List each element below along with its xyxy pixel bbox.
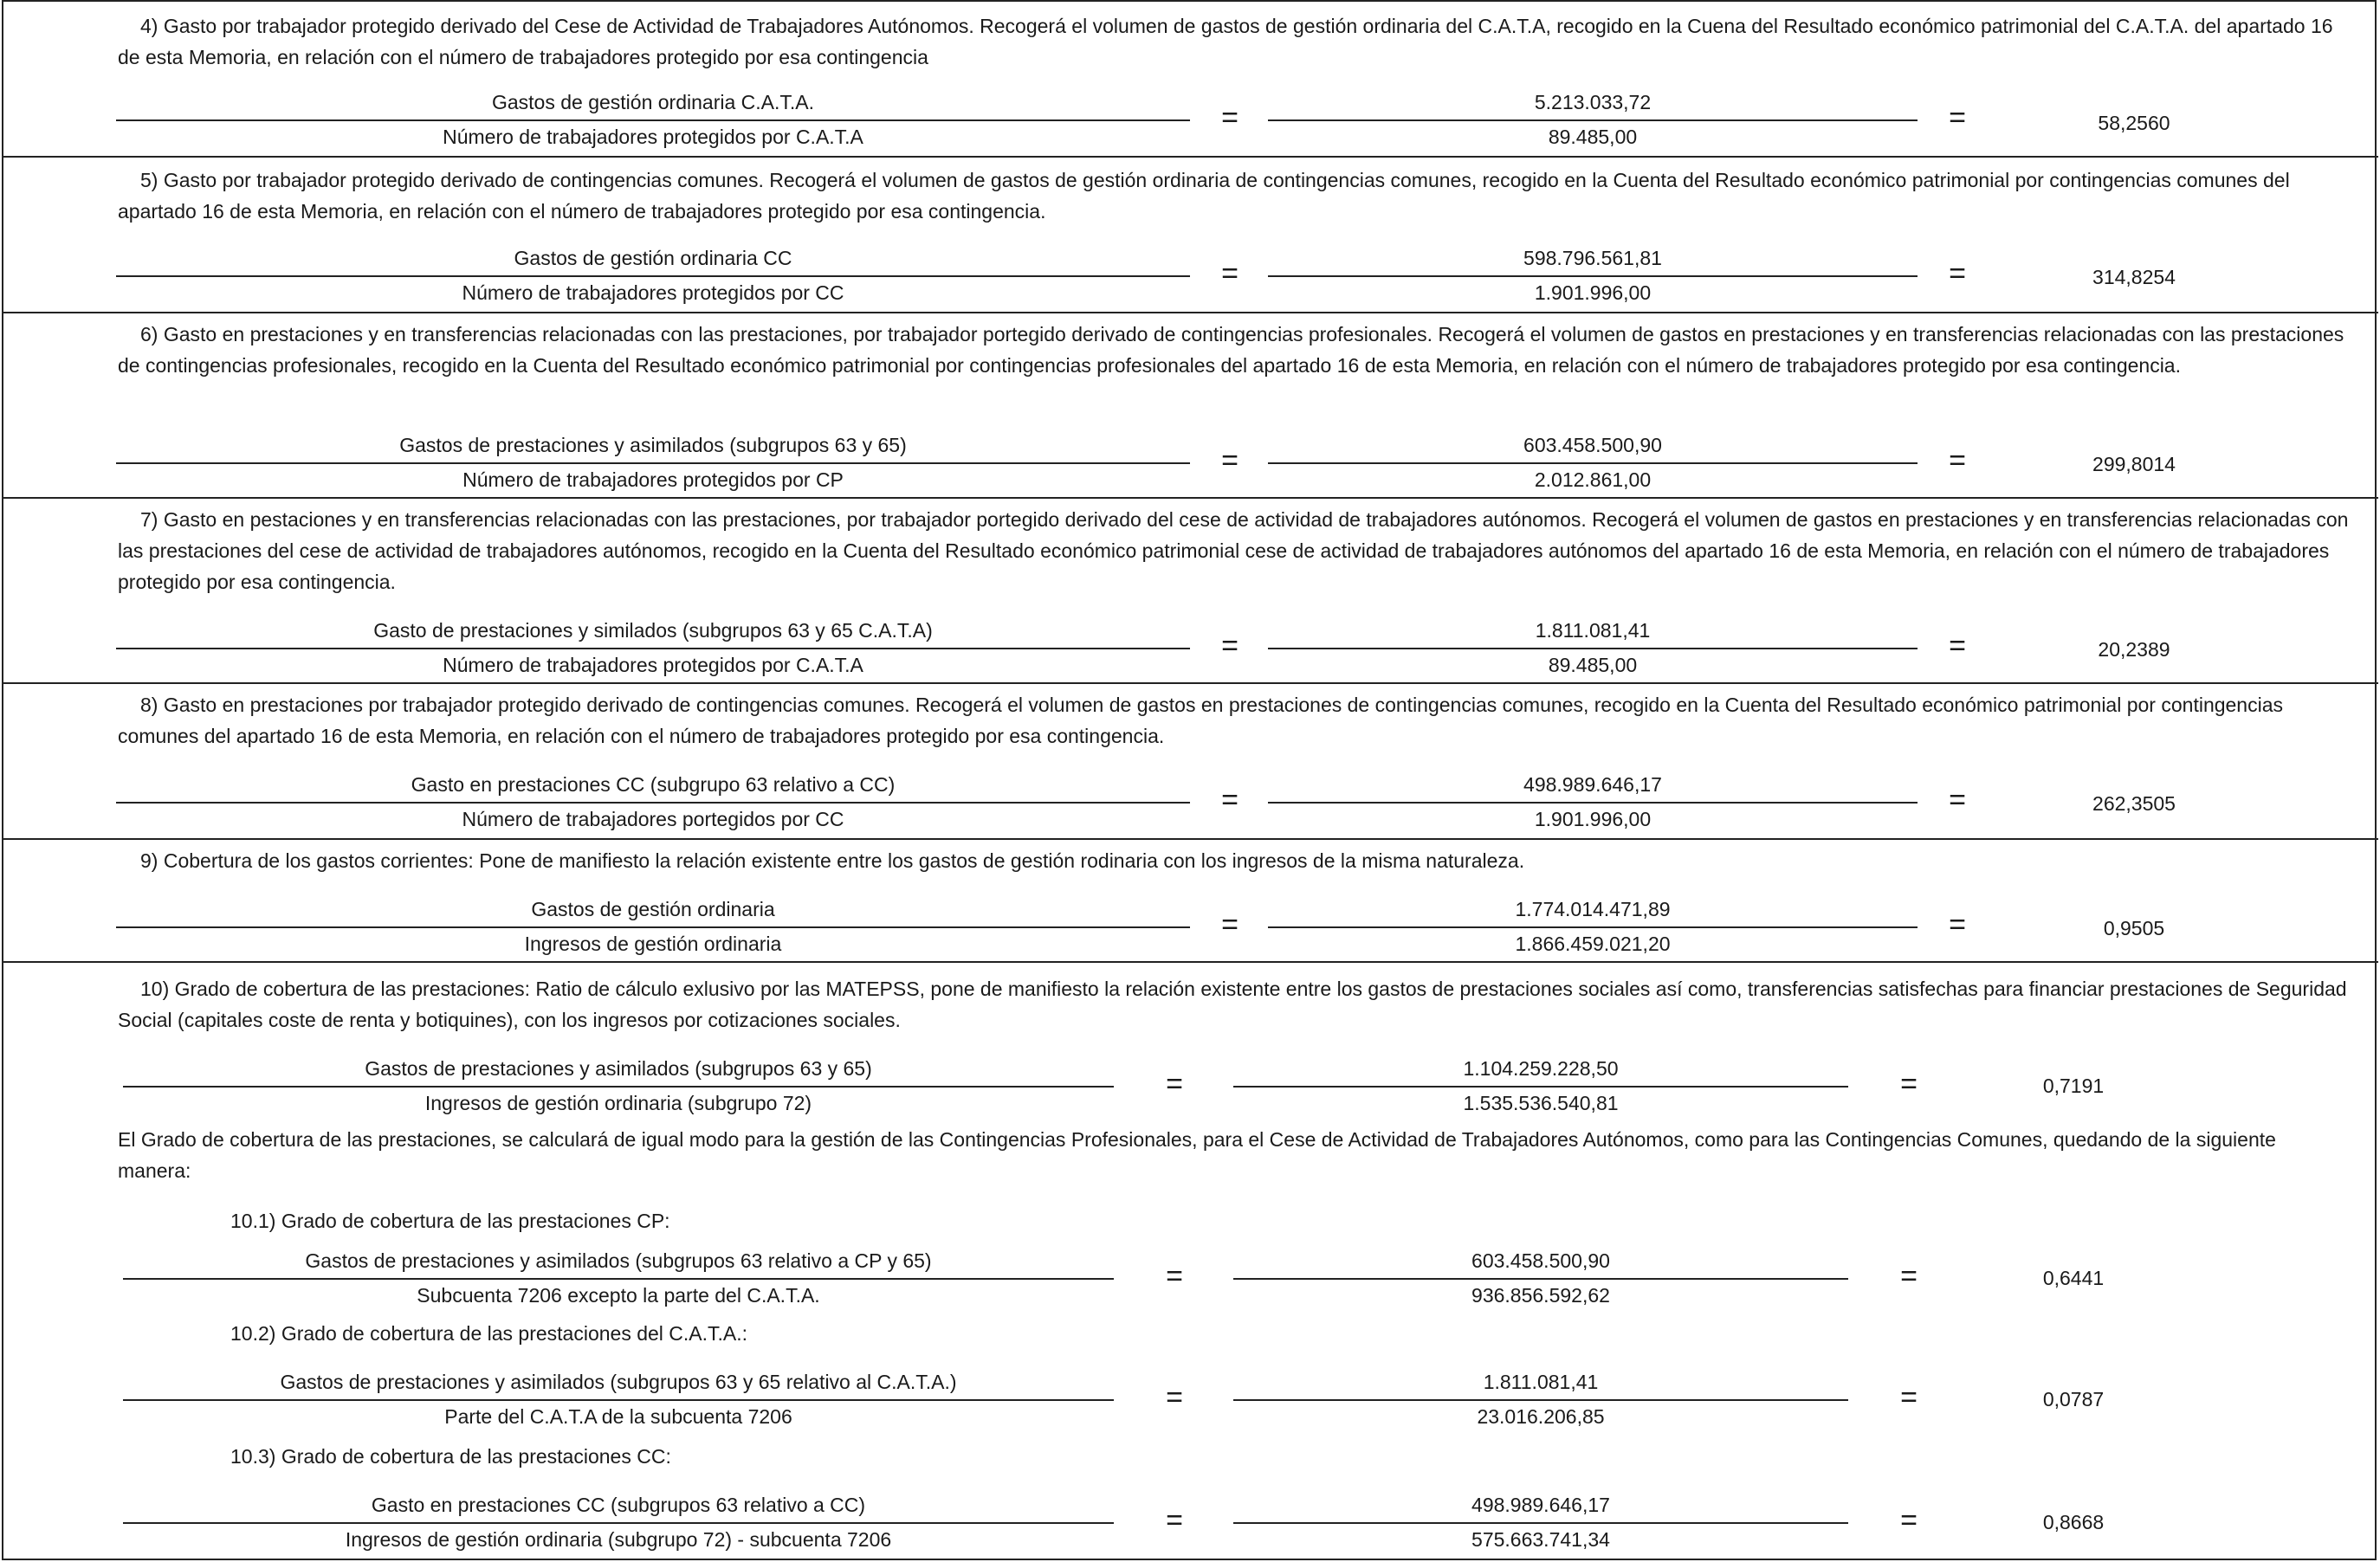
label-fraction xyxy=(116,242,1190,310)
result-value: 0,8668 xyxy=(2042,1511,2105,1533)
numerator-value: 1.774.014.471,89 xyxy=(1515,898,1671,920)
value-fraction xyxy=(1233,1366,1848,1434)
label-fraction xyxy=(123,1245,1114,1313)
label-fraction xyxy=(123,1053,1114,1120)
value-fraction xyxy=(1233,1053,1848,1120)
result-value: 0,0787 xyxy=(2042,1388,2105,1410)
denominator-value: 936.856.592,62 xyxy=(1471,1284,1610,1307)
equals-sign: = xyxy=(1949,629,1966,662)
label-fraction xyxy=(116,894,1190,961)
section-paragraph: 9) Cobertura de los gastos corrientes: Pone de manifiesto la relación existente entre los gastos de gestión rodinaria con los ingresos de la misma naturaleza. xyxy=(140,849,1525,872)
fraction-bar xyxy=(1268,802,1918,804)
numerator-label: Gastos de prestaciones y asimilados (subgrupos 63 y 65) xyxy=(365,1057,872,1080)
equals-sign: = xyxy=(1221,444,1239,477)
numerator-value: 498.989.646,17 xyxy=(1523,773,1662,796)
document-frame xyxy=(2,0,2377,1560)
numerator-label: Gasto en prestaciones CC (subgrupos 63 relativo a CC) xyxy=(371,1494,866,1516)
equals-sign: = xyxy=(1949,444,1966,477)
value-fraction xyxy=(1268,429,1918,497)
equals-sign: = xyxy=(1221,784,1239,816)
numerator-label: Gastos de gestión ordinaria xyxy=(531,898,775,920)
fraction-bar xyxy=(116,926,1190,928)
equals-sign: = xyxy=(1221,101,1239,134)
numerator-label: Gastos de prestaciones y asimilados (subgrupos 63 y 65) xyxy=(399,434,907,456)
denominator-label: Ingresos de gestión ordinaria xyxy=(524,933,782,955)
result-value: 20,2389 xyxy=(2098,638,2170,661)
result-value: 314,8254 xyxy=(2092,266,2176,288)
value-fraction xyxy=(1268,615,1918,682)
denominator-label: Número de trabajadores protegidos por CP xyxy=(462,468,844,491)
equals-sign: = xyxy=(1166,1068,1183,1100)
fraction-bar xyxy=(116,648,1190,649)
section-9 xyxy=(3,838,2378,961)
denominator-value: 89.485,00 xyxy=(1548,126,1638,148)
section-10 xyxy=(3,961,2378,1560)
numerator-value: 1.811.081,41 xyxy=(1483,1371,1599,1393)
denominator-label: Número de trabajadores protegidos por C.A.T.A xyxy=(443,126,863,148)
numerator-value: 1.811.081,41 xyxy=(1535,619,1651,642)
equals-sign: = xyxy=(1221,257,1239,290)
value-fraction xyxy=(1268,242,1918,310)
numerator-label: Gasto en prestaciones CC (subgrupo 63 relativo a CC) xyxy=(411,773,896,796)
section-paragraph: 4) Gasto por trabajador protegido derivado del Cese de Actividad de Trabajadores Autónomos. Recogerá el volumen de gastos de gestión ordinaria del C.A.T.A, recogido en la Cuena del Resultado económico patrimonial del C.A.T.A. del apartado 16 de esta Memoria, en relación con el número de trabajadores protegido por esa contingencia xyxy=(118,15,2333,68)
section-paragraph: 8) Gasto en prestaciones por trabajador protegido derivado de contingencias comunes. Recogerá el volumen de gastos en prestaciones de contingencias comunes, recogido en la Cuenta del Resultado económico patrimonial por contingencias comunes del apartado 16 de esta Memoria, en relación con el número de trabajadores protegido por esa contingencia. xyxy=(118,694,2284,747)
fraction-bar xyxy=(1268,275,1918,277)
label-fraction xyxy=(116,429,1190,497)
denominator-value: 1.901.996,00 xyxy=(1534,281,1652,304)
fraction-bar xyxy=(1233,1399,1848,1401)
result-value: 262,3505 xyxy=(2092,792,2176,815)
fraction-bar xyxy=(1268,462,1918,464)
label-fraction xyxy=(123,1489,1114,1557)
label-fraction xyxy=(116,615,1190,682)
equals-sign: = xyxy=(1900,1068,1918,1100)
numerator-value: 1.104.259.228,50 xyxy=(1463,1057,1619,1080)
fraction-bar xyxy=(123,1278,1114,1280)
section-7 xyxy=(3,497,2378,682)
subitem-title: 10.2) Grado de cobertura de las prestaciones del C.A.T.A.: xyxy=(230,1322,748,1345)
fraction-bar xyxy=(123,1522,1114,1524)
denominator-label: Ingresos de gestión ordinaria (subgrupo 72) xyxy=(424,1092,812,1114)
denominator-value: 89.485,00 xyxy=(1548,654,1638,676)
fraction-bar xyxy=(116,275,1190,277)
section-5 xyxy=(3,156,2378,312)
value-fraction xyxy=(1268,894,1918,961)
equals-sign: = xyxy=(1949,257,1966,290)
numerator-value: 598.796.561,81 xyxy=(1523,247,1662,269)
fraction-bar xyxy=(1233,1522,1848,1524)
result-value: 0,7191 xyxy=(2042,1075,2105,1097)
equals-sign: = xyxy=(1949,784,1966,816)
equals-sign: = xyxy=(1900,1381,1918,1414)
label-fraction xyxy=(116,87,1190,154)
denominator-label: Subcuenta 7206 excepto la parte del C.A.T.A. xyxy=(417,1284,820,1307)
value-fraction xyxy=(1268,87,1918,154)
section-note: El Grado de cobertura de las prestaciones, se calculará de igual modo para la gestión de las Contingencias Profesionales, para el Cese de Actividad de Trabajadores Autónomos, como para las Contingencias Comunes, quedando de la siguiente manera: xyxy=(118,1128,2276,1182)
section-4 xyxy=(3,2,2378,156)
numerator-value: 5.213.033,72 xyxy=(1534,91,1652,113)
numerator-label: Gastos de prestaciones y asimilados (subgrupos 63 y 65 relativo al C.A.T.A.) xyxy=(280,1371,957,1393)
equals-sign: = xyxy=(1221,629,1239,662)
equals-sign: = xyxy=(1900,1260,1918,1293)
section-6 xyxy=(3,312,2378,497)
numerator-value: 603.458.500,90 xyxy=(1471,1249,1610,1272)
denominator-value: 575.663.741,34 xyxy=(1471,1528,1610,1551)
subitem-title: 10.3) Grado de cobertura de las prestaciones CC: xyxy=(230,1445,671,1468)
section-8 xyxy=(3,682,2378,838)
fraction-bar xyxy=(1268,926,1918,928)
numerator-value: 603.458.500,90 xyxy=(1523,434,1662,456)
numerator-value: 498.989.646,17 xyxy=(1471,1494,1610,1516)
denominator-label: Ingresos de gestión ordinaria (subgrupo 72) - subcuenta 7206 xyxy=(345,1528,892,1551)
fraction-bar xyxy=(116,462,1190,464)
denominator-label: Parte del C.A.T.A de la subcuenta 7206 xyxy=(444,1405,792,1428)
result-value: 0,6441 xyxy=(2042,1267,2105,1289)
fraction-bar xyxy=(123,1086,1114,1088)
fraction-bar xyxy=(116,802,1190,804)
value-fraction xyxy=(1268,769,1918,836)
denominator-label: Número de trabajadores protegidos por C.A.T.A xyxy=(443,654,863,676)
equals-sign: = xyxy=(1900,1504,1918,1537)
fraction-bar xyxy=(1233,1278,1848,1280)
equals-sign: = xyxy=(1221,908,1239,941)
numerator-label: Gastos de prestaciones y asimilados (subgrupos 63 relativo a CP y 65) xyxy=(305,1249,932,1272)
value-fraction xyxy=(1233,1245,1848,1313)
section-paragraph: 5) Gasto por trabajador protegido derivado de contingencias comunes. Recogerá el volumen de gastos de gestión ordinaria de contingencias comunes, recogido en la Cuenta del Resultado económico patrimonial por contingencias comunes del apartado 16 de esta Memoria, en relación con el número de trabajadores protegido por esa contingencia. xyxy=(118,169,2290,223)
subitem-title: 10.1) Grado de cobertura de las prestaciones CP: xyxy=(230,1210,670,1232)
denominator-value: 1.901.996,00 xyxy=(1534,808,1652,830)
denominator-label: Número de trabajadores portegidos por CC xyxy=(462,808,844,830)
denominator-value: 23.016.206,85 xyxy=(1477,1405,1605,1428)
section-paragraph: 7) Gasto en pestaciones y en transferencias relacionadas con las prestaciones, por trabajador portegido derivado del cese de actividad de trabajadores autónomos. Recogerá el volumen de gastos en prestaciones y en transferencias relacionadas con las prestaciones del cese de actividad de trabajadores autónomos, recogido en la Cuenta del Resultado económico patrimonial cese de actividad de trabajadores autónomos del apartado 16 de esta Memoria, en relación con el número de trabajadores protegido por esa contingencia. xyxy=(118,508,2349,593)
fraction-bar xyxy=(123,1399,1114,1401)
fraction-bar xyxy=(1268,648,1918,649)
equals-sign: = xyxy=(1949,101,1966,134)
denominator-value: 2.012.861,00 xyxy=(1534,468,1652,491)
result-value: 58,2560 xyxy=(2098,112,2170,134)
numerator-label: Gastos de gestión ordinaria CC xyxy=(514,247,792,269)
equals-sign: = xyxy=(1166,1504,1183,1537)
fraction-bar xyxy=(1233,1086,1848,1088)
numerator-label: Gasto de prestaciones y similados (subgrupos 63 y 65 C.A.T.A) xyxy=(373,619,933,642)
equals-sign: = xyxy=(1166,1260,1183,1293)
fraction-bar xyxy=(1268,119,1918,121)
result-value: 0,9505 xyxy=(2103,917,2165,939)
label-fraction xyxy=(123,1366,1114,1434)
label-fraction xyxy=(116,769,1190,836)
denominator-label: Número de trabajadores protegidos por CC xyxy=(462,281,844,304)
equals-sign: = xyxy=(1949,908,1966,941)
result-value: 299,8014 xyxy=(2092,453,2176,475)
section-paragraph: 6) Gasto en prestaciones y en transferencias relacionadas con las prestaciones, por trabajador portegido derivado de contingencias profesionales. Recogerá el volumen de gastos en prestaciones y en transferencias relacionadas con las prestaciones de contingencias profesionales, recogido en la Cuenta del Resultado económico patrimonial por contingencias profesionales del apartado 16 de esta Memoria, en relación con el número de trabajadores protegido por esa contingencia. xyxy=(118,323,2344,377)
section-paragraph: 10) Grado de cobertura de las prestaciones: Ratio de cálculo exlusivo por las MATEPSS, pone de manifiesto la relación existente entre los gastos de prestaciones sociales así como, transferencias satisfechas para financiar prestaciones de Seguridad Social (capitales coste de renta y botiquines), con los ingresos por cotizaciones sociales. xyxy=(118,978,2347,1031)
denominator-value: 1.866.459.021,20 xyxy=(1515,933,1671,955)
numerator-label: Gastos de gestión ordinaria C.A.T.A. xyxy=(491,91,815,113)
fraction-bar xyxy=(116,119,1190,121)
value-fraction xyxy=(1233,1489,1848,1557)
denominator-value: 1.535.536.540,81 xyxy=(1463,1092,1619,1114)
equals-sign: = xyxy=(1166,1381,1183,1414)
